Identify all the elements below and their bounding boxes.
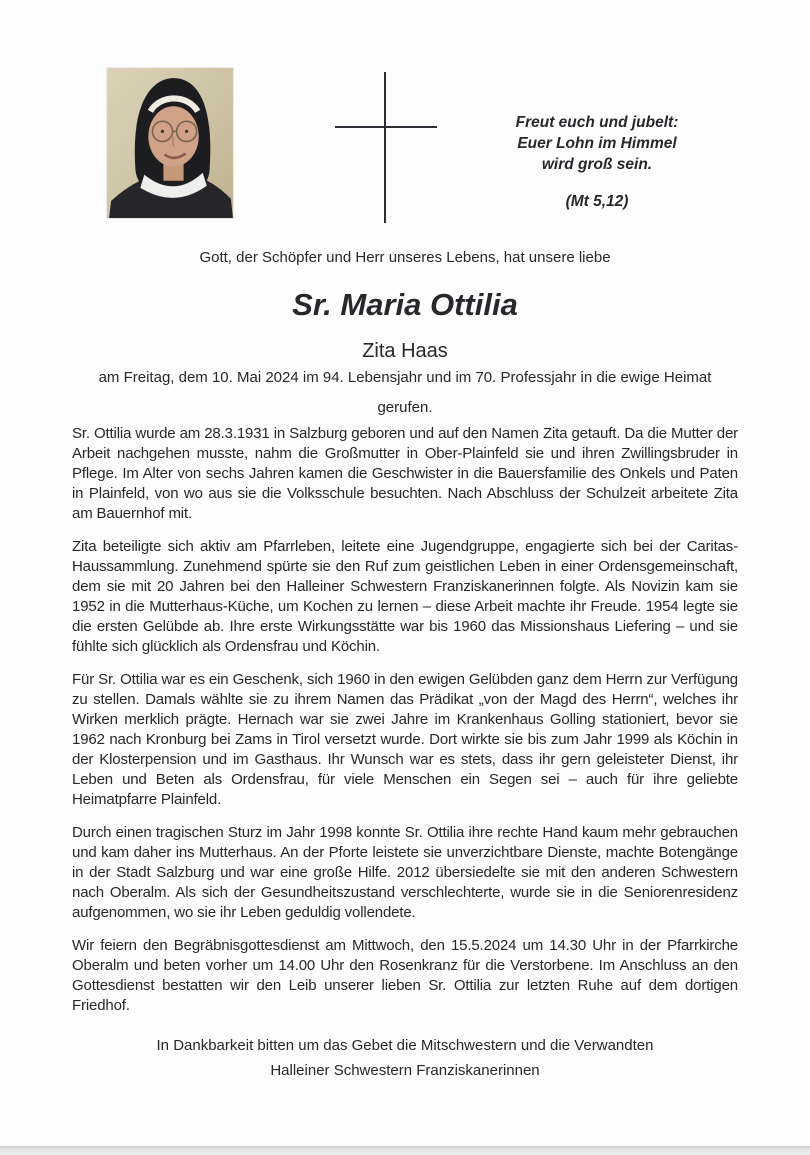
cross-vertical-bar [384, 72, 386, 223]
quote-line-3: wird groß sein. [541, 156, 653, 173]
biography-text [72, 424, 738, 1029]
closing-line-2: Halleiner Schwestern Franziskanerinnen [270, 1062, 540, 1079]
deceased-religious-name: Sr. Maria Ottilia [292, 287, 518, 322]
death-notice-line-1: am Freitag, dem 10. Mai 2024 im 94. Lebensjahr und im 70. Professjahr in die ewige Heimat [98, 369, 712, 386]
portrait-photo-art [107, 68, 233, 218]
paragraph-vows-service: Für Sr. Ottilia war es ein Geschenk, sich 1960 in den ewigen Gelübden ganz dem Herrn zur Verfügung zu stellen. Damals wählte sie zu ihrem Namen das Prädikat „von der Magd des Herrn“, welches ihr Wirken merklich prägte. Hernach war sie zwei Jahre im Krankenhaus Golling stationiert, bevor sie 1962 nach Kronburg bei Zams in Tirol versetzt wurde. Dort wirkte sie bis zum Jahr 1999 als Köchin in der Klosterpension und im Gasthaus. Ihr Wunsch war es stets, dass ihr gern geleisteter Dienst, ihr Leben und Beten als Ordensfrau, für viele Menschen ein Segen sei – auch für ihre geliebte Heimatpfarre Plainfeld. [72, 671, 738, 808]
portrait-photo [107, 68, 233, 218]
quote-line-2: Euer Lohn im Himmel [517, 135, 677, 152]
scan-bottom-edge [0, 1146, 810, 1155]
quote-reference: (Mt 5,12) [565, 193, 629, 210]
death-notice [0, 363, 810, 423]
cross-horizontal-bar [335, 126, 437, 128]
paragraph-birth-childhood: Sr. Ottilia wurde am 28.3.1931 in Salzburg geboren und auf den Namen Zita getauft. Da die Mutter der Arbeit nachgehen musste, nahm die Großmutter in Ober-Plainfeld sie und ihren Zwillingsbruder in Pflege. Im Alter von sechs Jahren kamen die Geschwister in die Bauersfamilie des Onkels und Paten in Plainfeld, von wo aus sie die Volksschule besuchten. Nach Abschluss der Schulzeit arbeitete Zita am Bauernhof mit. [72, 425, 738, 522]
scripture-quote [477, 112, 717, 212]
paragraph-vocation: Zita beteiligte sich aktiv am Pfarrleben, leitete eine Jugendgruppe, engagierte sich bei der Caritas-Haussammlung. Zunehmend spürte sie den Ruf zum geistlichen Leben in einer Ordensgemeinschaft, dem sie mit 20 Jahren bei den Halleiner Schwestern Franziskanerinnen folgte. Als Novizin kam sie 1952 in die Mutterhaus-Küche, um Kochen zu lernen – diese Arbeit machte ihr Freude. 1954 legte sie die ersten Gelübde ab. Ihre erste Wirkungsstätte war bis 1960 das Missionshaus Liefering – und sie fühlte sich glücklich als Ordensfrau und Köchin. [72, 538, 738, 655]
quote-line-1: Freut euch und jubelt: [515, 114, 679, 131]
paragraph-later-years: Durch einen tragischen Sturz im Jahr 1998 konnte Sr. Ottilia ihre rechte Hand kaum mehr gebrauchen und kam daher ins Mutterhaus. An der Pforte leistete sie unverzichtbare Dienste, machte Botengänge in der Stadt Salzburg und war eine große Hilfe. 2012 übersiedelte sie mit den anderen Schwestern nach Oberalm. Als sich der Gesundheitszustand verschlechterte, wurde sie in die Seniorenresidenz aufgenommen, wo sie ihr Leben geduldig vollendete. [72, 824, 738, 921]
closing-line-1: In Dankbarkeit bitten um das Gebet die Mitschwestern und die Verwandten [156, 1037, 654, 1054]
paragraph-funeral-details: Wir feiern den Begräbnisgottesdienst am Mittwoch, den 15.5.2024 um 14.30 Uhr in der Pfarrkirche Oberalm und beten vorher um 14.00 Uhr den Rosenkranz für die Verstorbene. Im Anschluss an den Gottesdienst bestatten wir den Leib unserer lieben Sr. Ottilia zur letzten Ruhe auf dem dortigen Friedhof. [72, 937, 738, 1014]
closing-block [0, 1033, 810, 1083]
death-notice-line-2: gerufen. [377, 399, 433, 416]
deceased-civil-name: Zita Haas [362, 340, 448, 362]
intro-line: Gott, der Schöpfer und Herr unseres Lebens, hat unsere liebe [199, 249, 611, 266]
